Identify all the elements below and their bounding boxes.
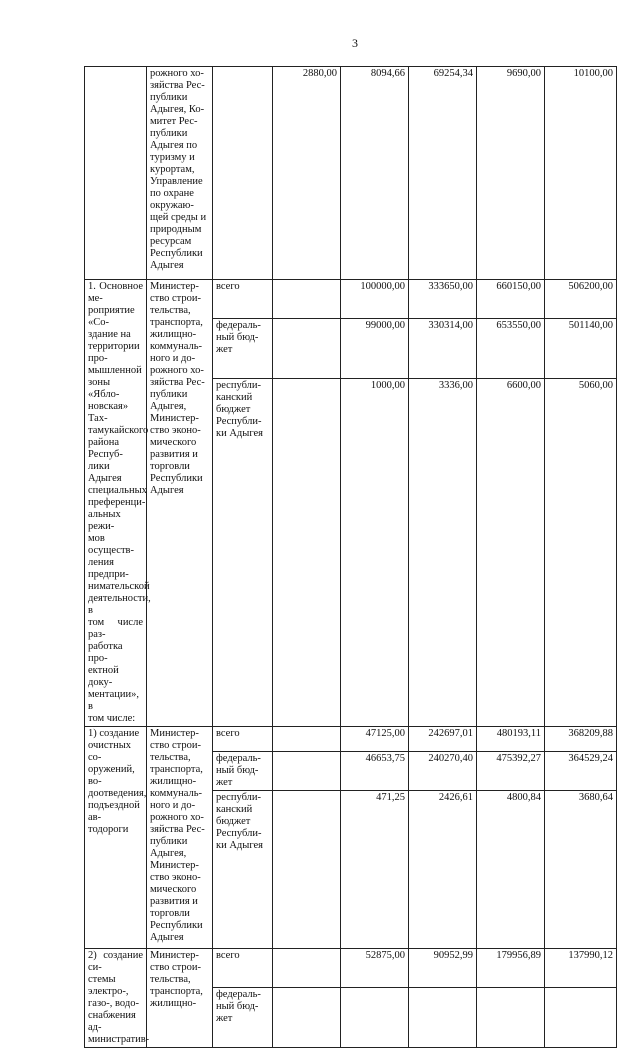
value-cell: 9690,00 (477, 67, 545, 280)
value-cell: 47125,00 (341, 727, 409, 752)
value-cell (273, 727, 341, 752)
event-name-cell: 2) создание си- стемы электро-, газо-, водо- снабжения ад- министратив- (85, 949, 147, 1048)
value-cell (273, 791, 341, 949)
source-label: всего (213, 727, 273, 752)
source-label: всего (213, 280, 273, 319)
source-label: федераль- ный бюд- жет (213, 987, 273, 1047)
table-row (85, 949, 617, 988)
value-cell: 2880,00 (273, 67, 341, 280)
value-cell: 6600,00 (477, 379, 545, 727)
source-label: республи- канский бюджет Республи- ки Адыгея (213, 791, 273, 949)
value-cell: 3336,00 (409, 379, 477, 727)
value-cell (273, 949, 341, 988)
value-cell: 137990,12 (545, 949, 617, 988)
source-cell (213, 67, 273, 280)
executor-cell: рожного хо- зяйства Рес- публики Адыгея, Ко- митет Рес- публики Адыгея по туризму и курортам, Управление по охране окружаю- щей среды и природным ресурсам Республики Адыгея (147, 67, 213, 280)
event-name-cell: 1) создание очистных со- оружений, во- доотведения, подъездной ав- тодороги (85, 727, 147, 949)
value-cell: 1000,00 (341, 379, 409, 727)
value-cell: 330314,00 (409, 318, 477, 379)
value-cell: 475392,27 (477, 752, 545, 791)
page-number: 3 (352, 36, 358, 50)
value-cell: 480193,11 (477, 727, 545, 752)
value-cell: 501140,00 (545, 318, 617, 379)
budget-table (84, 66, 617, 1048)
value-cell (477, 987, 545, 1047)
value-cell: 46653,75 (341, 752, 409, 791)
source-label: всего (213, 949, 273, 988)
value-cell: 506200,00 (545, 280, 617, 319)
value-cell (341, 987, 409, 1047)
value-cell: 69254,34 (409, 67, 477, 280)
value-cell: 653550,00 (477, 318, 545, 379)
value-cell: 660150,00 (477, 280, 545, 319)
value-cell: 90952,99 (409, 949, 477, 988)
value-cell: 100000,00 (341, 280, 409, 319)
value-cell: 3680,64 (545, 791, 617, 949)
value-cell: 99000,00 (341, 318, 409, 379)
executor-cell: Министер- ство строи- тельства, транспорта, жилищно- коммуналь- ного и до- рожного хо- зяйства Рес- публики Адыгея, Министер- ство эконо- мического развития и торговли Республики Адыгея (147, 280, 213, 727)
value-cell (273, 987, 341, 1047)
value-cell: 8094,66 (341, 67, 409, 280)
value-cell: 179956,89 (477, 949, 545, 988)
source-label: федераль- ный бюд- жет (213, 318, 273, 379)
value-cell (409, 987, 477, 1047)
value-cell (545, 987, 617, 1047)
value-cell (273, 280, 341, 319)
value-cell: 5060,00 (545, 379, 617, 727)
value-cell: 52875,00 (341, 949, 409, 988)
value-cell (273, 379, 341, 727)
event-name-cell: 1. Основное ме- роприятие «Со- здание на территории про- мышленной зоны «Ябло- новская» Тах- тамукайского района Респуб- лики Адыгея специальных преференци- альных режи- мов осуществ- ления предпри- нимательской деятельности, в том числе раз- работка про- ектной доку- ментации», в том числе: (85, 280, 147, 727)
source-label: республи- канский бюджет Республи- ки Адыгея (213, 379, 273, 727)
value-cell: 471,25 (341, 791, 409, 949)
table-row (85, 67, 617, 280)
value-cell: 10100,00 (545, 67, 617, 280)
value-cell: 2426,61 (409, 791, 477, 949)
value-cell: 364529,24 (545, 752, 617, 791)
value-cell (273, 318, 341, 379)
value-cell: 4800,84 (477, 791, 545, 949)
value-cell: 240270,40 (409, 752, 477, 791)
event-name-cell (85, 67, 147, 280)
value-cell (273, 752, 341, 791)
executor-cell: Министер- ство строи- тельства, транспорта, жилищно- (147, 949, 213, 1048)
table-row (85, 280, 617, 319)
value-cell: 333650,00 (409, 280, 477, 319)
executor-cell: Министер- ство строи- тельства, транспорта, жилищно- коммуналь- ного и до- рожного хо- зяйства Рес- публики Адыгея, Министер- ство эконо- мического развития и торговли Республики Адыгея (147, 727, 213, 949)
value-cell: 368209,88 (545, 727, 617, 752)
value-cell: 242697,01 (409, 727, 477, 752)
source-label: федераль- ный бюд- жет (213, 752, 273, 791)
table-row (85, 727, 617, 752)
